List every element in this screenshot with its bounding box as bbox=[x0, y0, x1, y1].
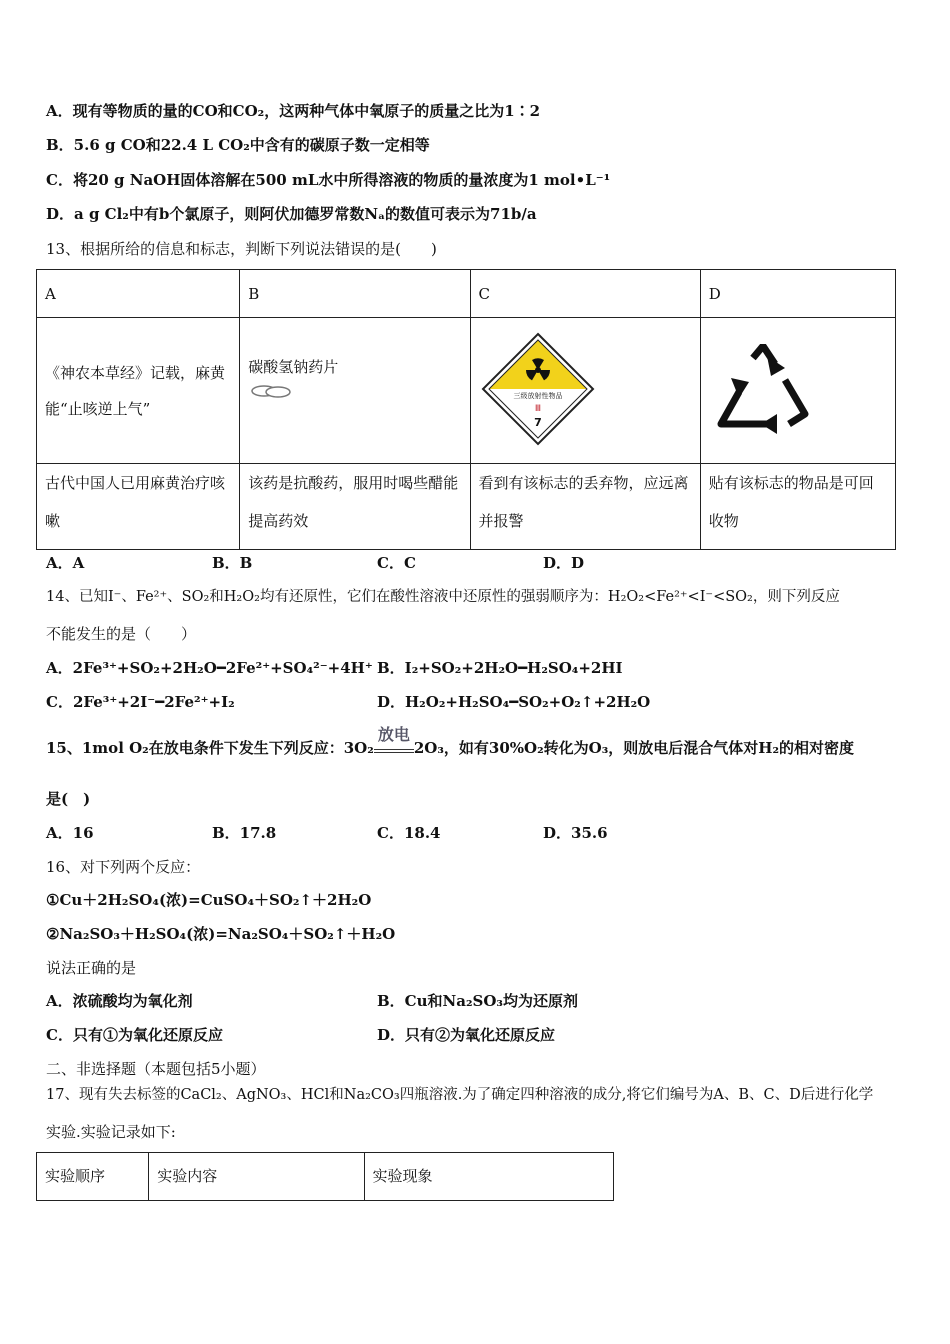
q13-info-a: 《神农本草经》记载，麻黄能“止咳逆上气” bbox=[37, 318, 240, 464]
q14-option-a: A．2Fe³⁺+SO₂+2H₂O━2Fe²⁺+SO₄²⁻+4H⁺ bbox=[46, 659, 373, 677]
q17-table bbox=[36, 1152, 614, 1201]
radioactive-number: 7 bbox=[533, 415, 542, 429]
q13-option-d: D．D bbox=[543, 554, 585, 572]
q15-stem-line2: 是( ) bbox=[46, 790, 91, 808]
q12-option-b: B．5.6 g CO和22.4 L CO₂中含有的碳原子数一定相等 bbox=[46, 136, 430, 154]
q13-statement-d: 贴有该标志的物品是可回收物 bbox=[700, 464, 895, 550]
q15-option-d: D．35.6 bbox=[543, 824, 608, 842]
q13-stem: 13、根据所给的信息和标志，判断下列说法错误的是( ) bbox=[46, 240, 437, 258]
q16-option-c: C．只有①为氧化还原反应 bbox=[46, 1026, 223, 1044]
q13-option-a: A．A bbox=[46, 554, 85, 572]
q13-info-d bbox=[700, 318, 895, 464]
radioactive-label: 三级放射性物品 bbox=[513, 391, 562, 400]
q13-info-c bbox=[470, 318, 700, 464]
equals-arrow bbox=[374, 749, 414, 753]
pill-tablets-icon bbox=[248, 381, 296, 401]
q13-table bbox=[36, 269, 896, 550]
q16-ask: 说法正确的是 bbox=[46, 959, 137, 977]
q17-header-content: 实验内容 bbox=[149, 1153, 364, 1201]
q16-reaction-1: ①Cu＋2H₂SO₄(浓)=CuSO₄＋SO₂↑＋2H₂O bbox=[46, 891, 372, 909]
q12-option-d: D．a g Cl₂中有b个氯原子，则阿伏加德罗常数Nₐ的数值可表示为71b/a bbox=[46, 205, 537, 223]
q13-info-b-text: 碳酸氢钠药片 bbox=[248, 358, 339, 376]
q17-header-order: 实验顺序 bbox=[37, 1153, 149, 1201]
q13-header-b: B bbox=[240, 270, 470, 318]
section-heading: 二、非选择题（本题包括5小题） bbox=[46, 1060, 266, 1078]
radioactive-class: Ⅲ bbox=[534, 403, 541, 414]
discharge-condition bbox=[374, 725, 414, 753]
q13-statement-a: 古代中国人已用麻黄治疗咳嗽 bbox=[37, 464, 240, 550]
q13-header-d: D bbox=[700, 270, 895, 318]
q13-option-b: B．B bbox=[212, 554, 253, 572]
radioactive-hazard-icon bbox=[481, 332, 595, 446]
q13-statement-c: 看到有该标志的丢弃物，应远离并报警 bbox=[470, 464, 700, 550]
q14-option-c: C．2Fe³⁺+2I⁻━2Fe²⁺+I₂ bbox=[46, 693, 235, 711]
q15-stem-pre: 15、1mol O₂在放电条件下发生下列反应：3O₂ bbox=[46, 739, 374, 757]
q16-option-a: A．浓硫酸均为氧化剂 bbox=[46, 992, 193, 1010]
q16-reaction-2: ②Na₂SO₃＋H₂SO₄(浓)=Na₂SO₄＋SO₂↑＋H₂O bbox=[46, 925, 396, 943]
discharge-label: 放电 bbox=[377, 725, 410, 744]
q15-option-c: C．18.4 bbox=[377, 824, 441, 842]
q16-option-b: B．Cu和Na₂SO₃均为还原剂 bbox=[377, 992, 578, 1010]
q12-option-c: C．将20 g NaOH固体溶解在500 mL水中所得溶液的物质的量浓度为1 mol•L⁻¹ bbox=[46, 171, 611, 189]
recycle-icon bbox=[713, 344, 813, 434]
q15-option-a: A．16 bbox=[46, 824, 94, 842]
q14-option-d: D．H₂O₂+H₂SO₄━SO₂+O₂↑+2H₂O bbox=[377, 693, 651, 711]
q17-header-phenomenon: 实验现象 bbox=[364, 1153, 613, 1201]
q13-option-c: C．C bbox=[377, 554, 416, 572]
q12-option-a: A．现有等物质的量的CO和CO₂，这两种气体中氧原子的质量之比为1∶2 bbox=[46, 102, 541, 120]
q17-stem-line1: 17、现有失去标签的CaCl₂、AgNO₃、HCl和Na₂CO₃四瓶溶液.为了确定四种溶液的成分,将它们编号为A、B、C、D后进行化学 bbox=[46, 1087, 874, 1103]
q15-stem-post: 2O₃，如有30%O₂转化为O₃，则放电后混合气体对H₂的相对密度 bbox=[413, 739, 855, 757]
q13-info-b bbox=[240, 318, 470, 464]
q13-statement-b: 该药是抗酸药，服用时喝些醋能提高药效 bbox=[240, 464, 470, 550]
q14-stem-line2: 不能发生的是（ ） bbox=[46, 625, 197, 643]
q17-stem-line2: 实验.实验记录如下: bbox=[46, 1123, 176, 1141]
q16-option-d: D．只有②为氧化还原反应 bbox=[377, 1026, 556, 1044]
q13-header-c: C bbox=[470, 270, 700, 318]
q13-header-a: A bbox=[37, 270, 240, 318]
q14-option-b: B．I₂+SO₂+2H₂O━H₂SO₄+2HI bbox=[377, 659, 623, 677]
q15-stem-line1 bbox=[46, 725, 855, 758]
q16-stem: 16、对下列两个反应： bbox=[46, 858, 201, 876]
q15-option-b: B．17.8 bbox=[212, 824, 277, 842]
q14-stem-line1: 14、已知I⁻、Fe²⁺、SO₂和H₂O₂均有还原性，它们在酸性溶液中还原性的强弱顺序为：H₂O₂<Fe²⁺<I⁻<SO₂，则下列反应 bbox=[46, 589, 840, 605]
